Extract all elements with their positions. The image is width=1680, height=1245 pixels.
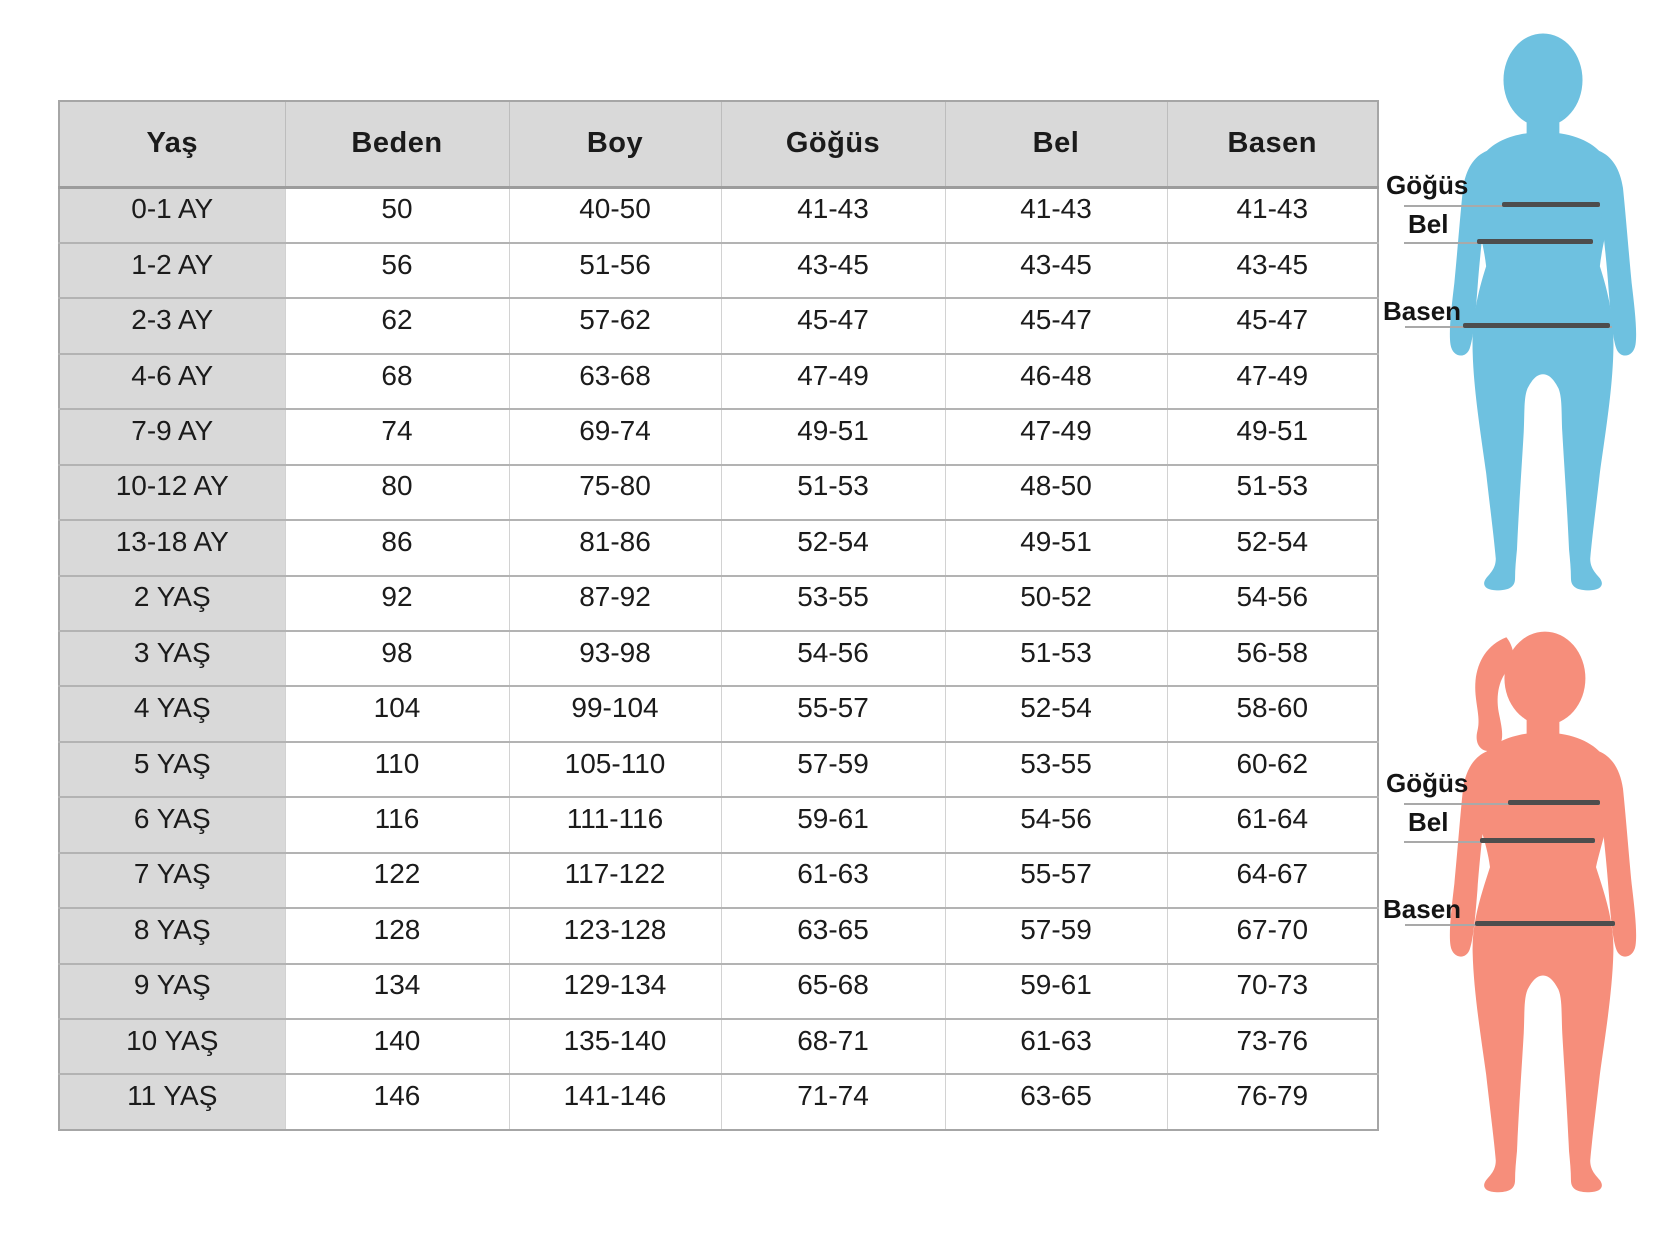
table-cell: 76-79 [1167,1074,1378,1130]
table-cell: 71-74 [721,1074,945,1130]
table-cell: 52-54 [945,686,1167,741]
table-row [59,631,1378,686]
table-cell: 41-43 [721,187,945,243]
table-row [59,797,1378,852]
table-cell: 49-51 [721,409,945,464]
row-header-cell: 4-6 AY [59,354,285,409]
table-cell: 59-61 [721,797,945,852]
girl-hip-label: Basen [1383,894,1462,924]
table-cell: 61-63 [721,853,945,908]
table-cell: 54-56 [1167,576,1378,631]
table-cell: 59-61 [945,964,1167,1019]
table-cell: 73-76 [1167,1019,1378,1074]
girl-chest-label: Göğüs [1386,768,1469,798]
table-cell: 48-50 [945,465,1167,520]
table-row [59,576,1378,631]
table-cell: 61-64 [1167,797,1378,852]
table-cell: 57-59 [721,742,945,797]
table-row [59,1019,1378,1074]
table-row [59,1074,1378,1130]
girl-hip-line-dark [1475,921,1615,926]
table-cell: 45-47 [945,298,1167,353]
table-cell: 146 [285,1074,509,1130]
table-cell: 41-43 [945,187,1167,243]
table-row [59,243,1378,298]
column-header-beden: Beden [285,101,509,187]
table-cell: 55-57 [721,686,945,741]
row-header-cell: 0-1 AY [59,187,285,243]
size-table [58,100,1379,1131]
table-cell: 51-56 [509,243,721,298]
table-cell: 56 [285,243,509,298]
boy-chest-label: Göğüs [1386,170,1469,200]
table-cell: 41-43 [1167,187,1378,243]
row-header-cell: 6 YAŞ [59,797,285,852]
table-row [59,187,1378,243]
table-cell: 87-92 [509,576,721,631]
row-header-cell: 8 YAŞ [59,908,285,963]
table-cell: 61-63 [945,1019,1167,1074]
table-cell: 93-98 [509,631,721,686]
row-header-cell: 4 YAŞ [59,686,285,741]
table-cell: 65-68 [721,964,945,1019]
girl-waist-line-dark [1480,838,1595,843]
table-cell: 53-55 [945,742,1167,797]
table-header-row [59,101,1378,187]
table-cell: 43-45 [721,243,945,298]
table-cell: 70-73 [1167,964,1378,1019]
table-cell: 140 [285,1019,509,1074]
girl-chest-line-dark [1508,800,1600,805]
table-cell: 81-86 [509,520,721,575]
table-cell: 68-71 [721,1019,945,1074]
table-cell: 47-49 [945,409,1167,464]
table-cell: 63-65 [945,1074,1167,1130]
row-header-cell: 3 YAŞ [59,631,285,686]
table-cell: 54-56 [945,797,1167,852]
table-row [59,853,1378,908]
table-cell: 128 [285,908,509,963]
table-cell: 111-116 [509,797,721,852]
table-cell: 75-80 [509,465,721,520]
table-cell: 51-53 [945,631,1167,686]
table-row [59,354,1378,409]
table-cell: 55-57 [945,853,1167,908]
table-cell: 54-56 [721,631,945,686]
row-header-cell: 7 YAŞ [59,853,285,908]
girl-waist-label: Bel [1408,807,1449,837]
table-cell: 45-47 [1167,298,1378,353]
table-cell: 134 [285,964,509,1019]
column-header-basen: Basen [1167,101,1378,187]
row-header-cell: 2-3 AY [59,298,285,353]
row-header-cell: 1-2 AY [59,243,285,298]
table-row [59,520,1378,575]
boy-waist-label: Bel [1408,209,1449,239]
table-cell: 52-54 [721,520,945,575]
row-header-cell: 7-9 AY [59,409,285,464]
table-cell: 129-134 [509,964,721,1019]
table-cell: 60-62 [1167,742,1378,797]
table-cell: 141-146 [509,1074,721,1130]
column-header-gogus: Göğüs [721,101,945,187]
table-row [59,465,1378,520]
table-cell: 74 [285,409,509,464]
column-header-boy: Boy [509,101,721,187]
boy-waist-line-dark [1477,239,1593,244]
table-cell: 51-53 [721,465,945,520]
table-cell: 45-47 [721,298,945,353]
row-header-cell: 10 YAŞ [59,1019,285,1074]
table-cell: 123-128 [509,908,721,963]
table-cell: 110 [285,742,509,797]
table-cell: 57-59 [945,908,1167,963]
table-cell: 135-140 [509,1019,721,1074]
row-header-cell: 2 YAŞ [59,576,285,631]
table-cell: 86 [285,520,509,575]
table-cell: 52-54 [1167,520,1378,575]
table-cell: 50 [285,187,509,243]
boy-hip-label: Basen [1383,296,1462,326]
table-cell: 105-110 [509,742,721,797]
table-row [59,964,1378,1019]
table-cell: 50-52 [945,576,1167,631]
table-row [59,686,1378,741]
table-cell: 51-53 [1167,465,1378,520]
table-cell: 43-45 [945,243,1167,298]
table-cell: 47-49 [721,354,945,409]
table-cell: 53-55 [721,576,945,631]
table-cell: 40-50 [509,187,721,243]
table-cell: 43-45 [1167,243,1378,298]
row-header-cell: 11 YAŞ [59,1074,285,1130]
table-row [59,908,1378,963]
table-row [59,409,1378,464]
table-cell: 116 [285,797,509,852]
table-cell: 62 [285,298,509,353]
table-cell: 92 [285,576,509,631]
table-cell: 80 [285,465,509,520]
table-cell: 56-58 [1167,631,1378,686]
table-body [59,187,1378,1130]
table-cell: 57-62 [509,298,721,353]
row-header-cell: 9 YAŞ [59,964,285,1019]
table-cell: 122 [285,853,509,908]
table-cell: 69-74 [509,409,721,464]
row-header-cell: 10-12 AY [59,465,285,520]
table-cell: 117-122 [509,853,721,908]
table-row [59,298,1378,353]
table-cell: 58-60 [1167,686,1378,741]
boy-hip-line-dark [1463,323,1610,328]
column-header-bel: Bel [945,101,1167,187]
table-cell: 49-51 [945,520,1167,575]
table-cell: 64-67 [1167,853,1378,908]
table-cell: 68 [285,354,509,409]
table-cell: 46-48 [945,354,1167,409]
table-cell: 63-65 [721,908,945,963]
table-cell: 49-51 [1167,409,1378,464]
table-cell: 63-68 [509,354,721,409]
table-cell: 98 [285,631,509,686]
row-header-cell: 13-18 AY [59,520,285,575]
table-cell: 99-104 [509,686,721,741]
boy-chest-line-dark [1502,202,1600,207]
table-cell: 67-70 [1167,908,1378,963]
column-header-yas: Yaş [59,101,285,187]
row-header-cell: 5 YAŞ [59,742,285,797]
table-cell: 104 [285,686,509,741]
table-cell: 47-49 [1167,354,1378,409]
table-row [59,742,1378,797]
